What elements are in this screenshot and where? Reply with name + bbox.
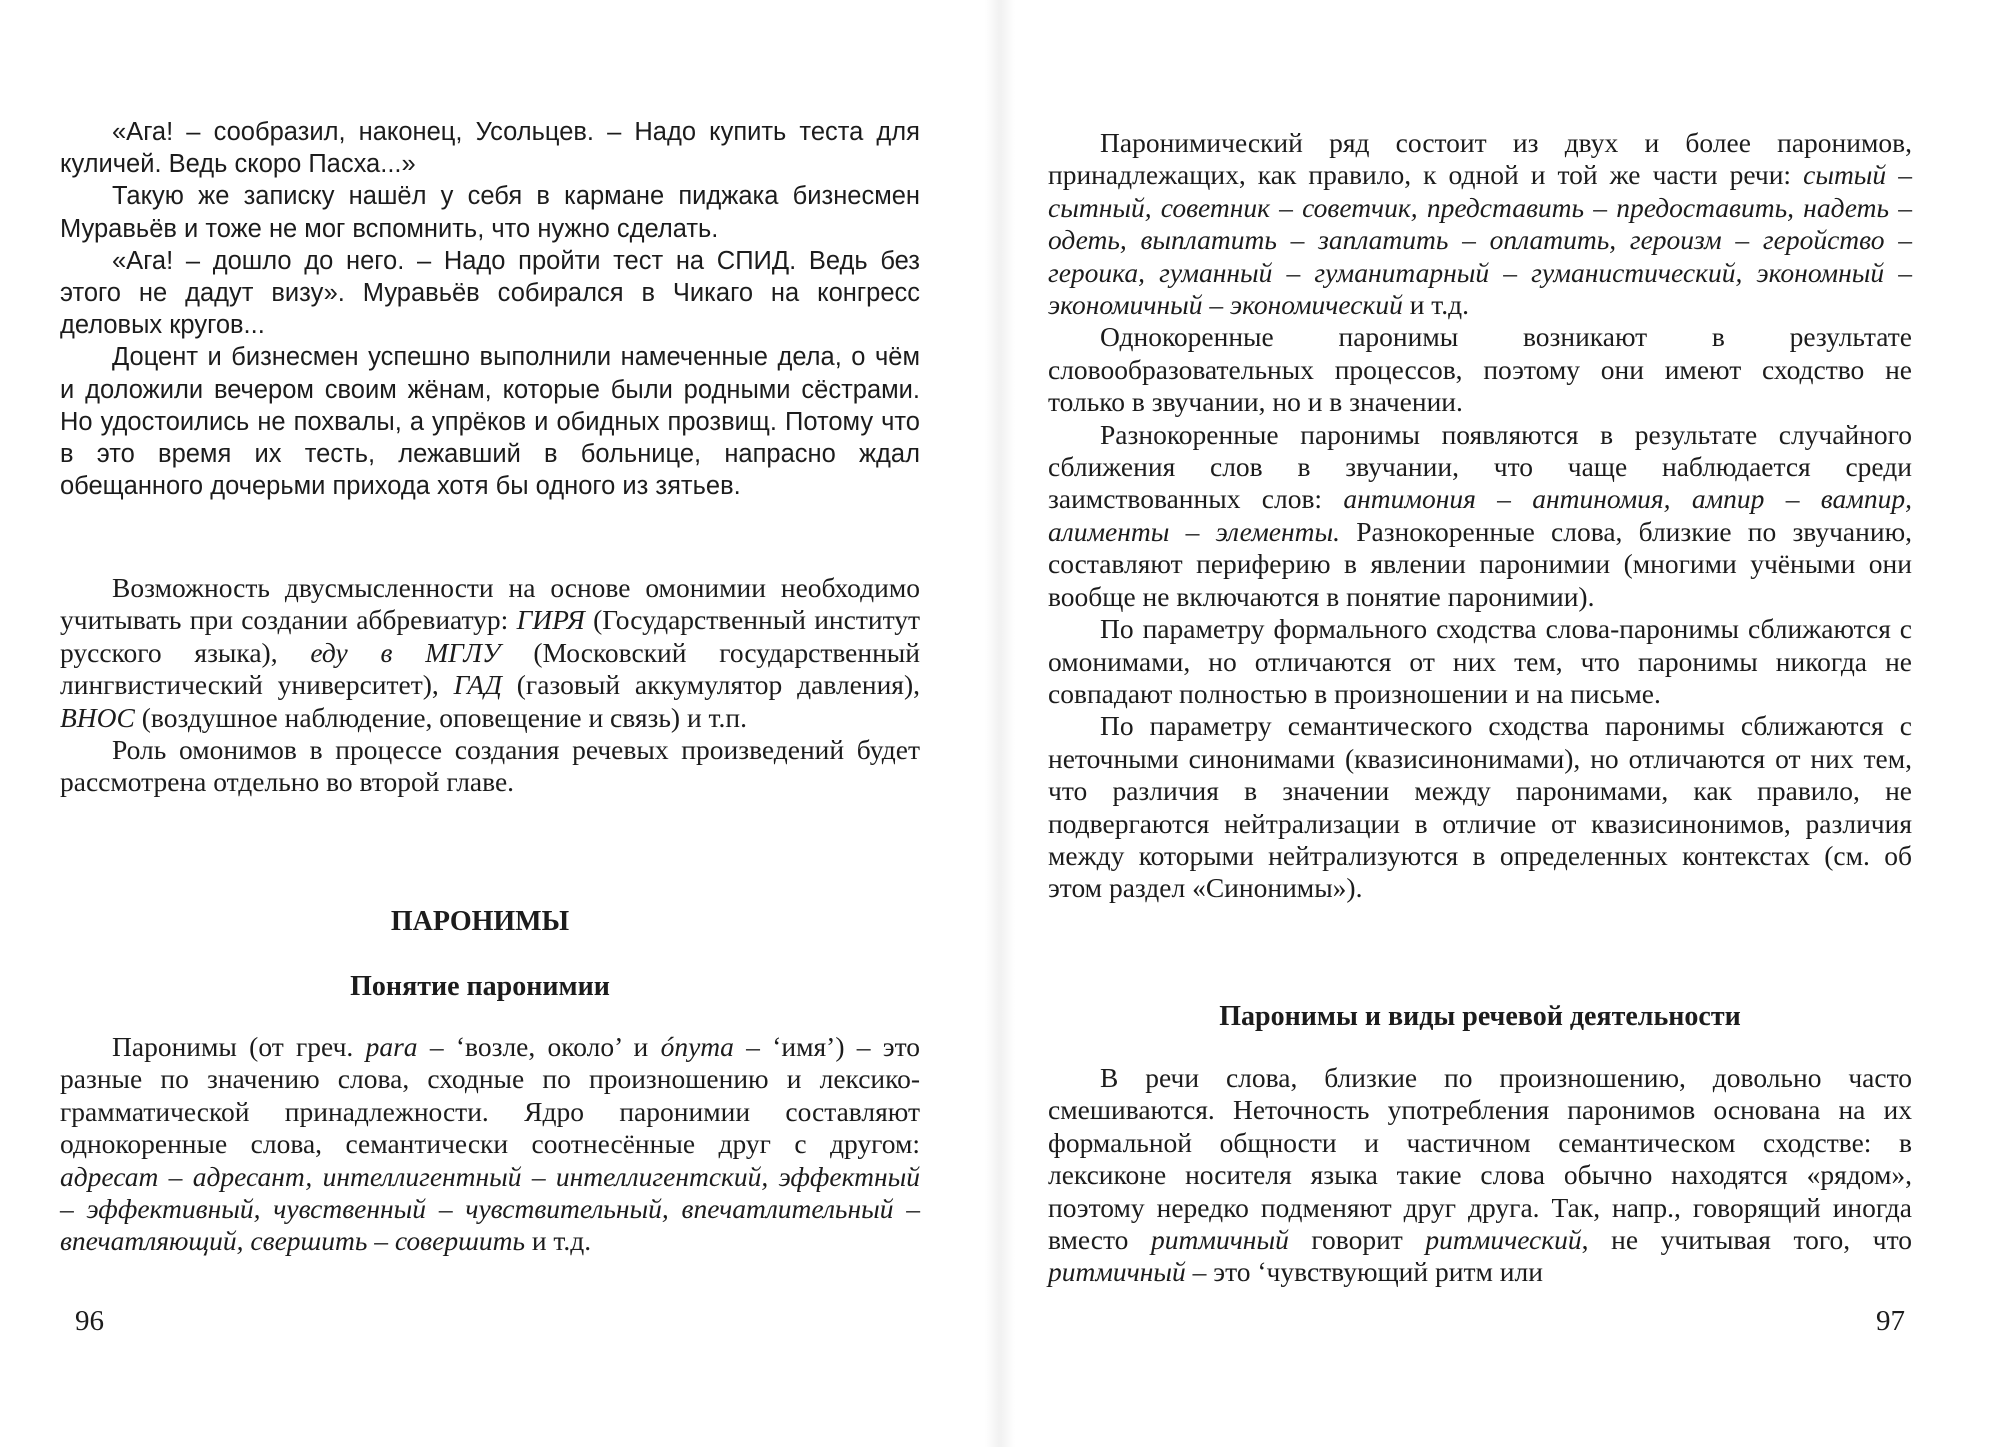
page-number: 97 [1876, 1305, 1905, 1337]
speech-paragraph: В речи слова, близкие по произношению, довольно часто смешиваются. Неточность употребления паронимов основана на их формальной общности и частичном семантическом сходстве: в лексиконе носителя языка такие слова обычно находятся «рядом», поэтому нередко подменяют друг друга. Так, напр., говорящий иногда вместо ритмичный говорит ритмический, не учитывая того, что ритмичный – это ‘чувствующий ритм или [1048, 1062, 1912, 1288]
abbreviation-paragraph: Возможность двусмысленности на основе омонимии необходимо учитывать при создании аббревиатур: ГИРЯ (Государственный институт русского языка), еду в МГЛУ (Московский государственный лингвистический университет), ГАД (газовый аккумулятор давления), ВНОС (воздушное наблюдение, оповещение и связь) и т.п. [60, 572, 921, 733]
story-paragraph: Доцент и бизнесмен успешно выполнили намеченные дела, о чём и доложили вечером своим жёнам, которые были родными сёстрами. Но удостоились не похвалы, а упрёков и обидных прозвищ. Потому что в это время их тесть, лежавший в больнице, напрасно ждал обещанного дочерьми прихода хотя бы одного из зятьев. [60, 343, 920, 501]
formal-similarity-paragraph: По параметру формального сходства слова-паронимы сближаются с омонимами, но отличаются от них тем, что паронимы никогда не совпадают полностью в произношении и на письме. [1048, 613, 1912, 709]
same-root-paragraph: Однокоренные паронимы возникают в результате словообразовательных процессов, поэтому они имеют сходство не только в звучании, но и в значении. [1048, 321, 1912, 418]
story-paragraph: «Ага! – сообразил, наконец, Усольцев. – Надо купить теста для куличей. Ведь скоро Пасха...» [60, 118, 920, 179]
story-paragraph: Такую же записку нашёл у себя в кармане пиджака бизнесмен Муравьёв и тоже не мог вспомнить, что нужно сделать. [60, 182, 920, 243]
page-number: 96 [75, 1305, 104, 1337]
story-excerpt [60, 116, 920, 502]
story-paragraph: «Ага! – дошло до него. – Надо пройти тест на СПИД. Ведь без этого не дадут визу». Муравьёв собирался в Чикаго на конгресс деловых кругов... [60, 246, 920, 340]
right-page [1000, 0, 2000, 1447]
chapter-heading: ПАРОНИМЫ [390, 906, 570, 937]
different-root-paragraph: Разнокоренные паронимы появляются в результате случайного сближения слов в звучании, что чаще наблюдается среди заимствованных слов: антимония – антиномия, ампир – вампир, алименты – элементы. Разнокоренные слова, близкие по звучанию, составляют периферию в явлении паронимии (многими учёными они вообще не включаются в понятие паронимии). [1048, 418, 1912, 612]
definition-paragraph: Паронимы (от греч. para – ‘возле, около’ и ónyma – ‘имя’) – это разные по значению слова, сходные по произношению и лексико-грамматической принадлежности. Ядро паронимии составляют однокоренные слова, семантически соотнесённые друг с другом: адресат – адресант, интеллигентный – интеллигентский, эффектный – эффективный, чувственный – чувствительный, впечатлительный – впечатляющий, свершить – совершить и т.д. [60, 1031, 921, 1257]
role-paragraph: Роль омонимов в процессе создания речевых произведений будет рассмотрена отдельно во второй главе. [60, 734, 920, 798]
paronym-types-section [1048, 127, 1912, 905]
section-heading: Паронимы и виды речевой деятельности [1219, 1001, 1741, 1032]
speech-section [1048, 1062, 1912, 1289]
definition-section [60, 1031, 920, 1258]
abbreviation-section [60, 572, 920, 799]
paronym-row-paragraph: Паронимический ряд состоит из двух и более паронимов, принадлежащих, как правило, к одной и той же части речи: сытый – сытный, советник – советчик, представить – предоставить, надеть – одеть, выплатить – заплатить – оплатить, героизм – геройство – героика, гуманный – гуманитарный – гуманистический, экономный – экономичный – экономический и т.д. [1048, 127, 1912, 321]
section-heading: Понятие паронимии [350, 971, 610, 1002]
semantic-similarity-paragraph: По параметру семантического сходства паронимы сближаются с неточными синонимами (квазисинонимами), но отличаются от них тем, что различия в значении между паронимами, как правило, не подвергаются нейтрализации в отличие от квазисинонимов, различия между которыми нейтрализуются в определенных контекстах (см. об этом раздел «Синонимы»). [1048, 710, 1912, 904]
